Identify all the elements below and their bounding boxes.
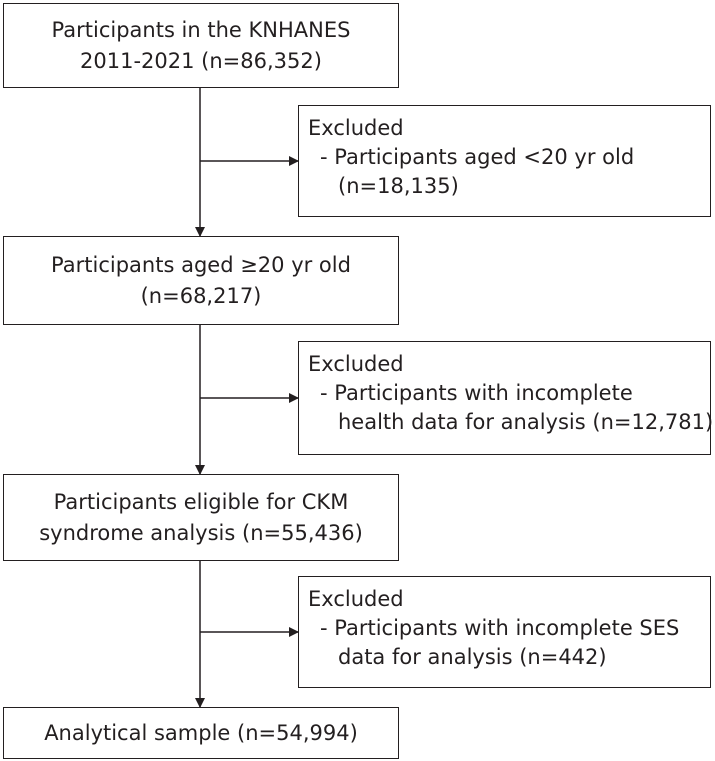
box-adults-line2: (n=68,217) bbox=[140, 283, 262, 308]
box-eligible-participants bbox=[3, 474, 399, 561]
exclusion-3-title: Excluded bbox=[308, 587, 404, 611]
exclusion-1-title: Excluded bbox=[308, 116, 404, 140]
box-exclusion-1 bbox=[298, 105, 711, 217]
box-initial-line2: 2011-2021 (n=86,352) bbox=[80, 48, 322, 73]
exclusion-1-line2: (n=18,135) bbox=[338, 174, 459, 198]
exclusion-1-line1: - Participants aged <20 yr old bbox=[320, 145, 635, 169]
box-final-line1: Analytical sample (n=54,994) bbox=[44, 720, 358, 745]
box-initial-line1: Participants in the KNHANES bbox=[51, 17, 351, 42]
box-exclusion-3 bbox=[298, 576, 711, 688]
exclusion-3-line1: - Participants with incomplete SES bbox=[320, 616, 680, 640]
exclusion-2-title: Excluded bbox=[308, 352, 404, 376]
exclusion-3-line2: data for analysis (n=442) bbox=[338, 645, 607, 669]
exclusion-2-line1: - Participants with incomplete bbox=[320, 381, 633, 405]
box-adult-participants bbox=[3, 236, 399, 325]
box-eligible-line1: Participants eligible for CKM bbox=[53, 489, 349, 514]
box-analytical-sample bbox=[3, 707, 399, 759]
box-exclusion-2 bbox=[298, 341, 714, 455]
box-adults-line1: Participants aged ≥20 yr old bbox=[51, 252, 351, 277]
box-eligible-line2: syndrome analysis (n=55,436) bbox=[39, 520, 363, 545]
exclusion-2-line2: health data for analysis (n=12,781) bbox=[338, 410, 714, 434]
box-initial-participants bbox=[3, 3, 399, 88]
